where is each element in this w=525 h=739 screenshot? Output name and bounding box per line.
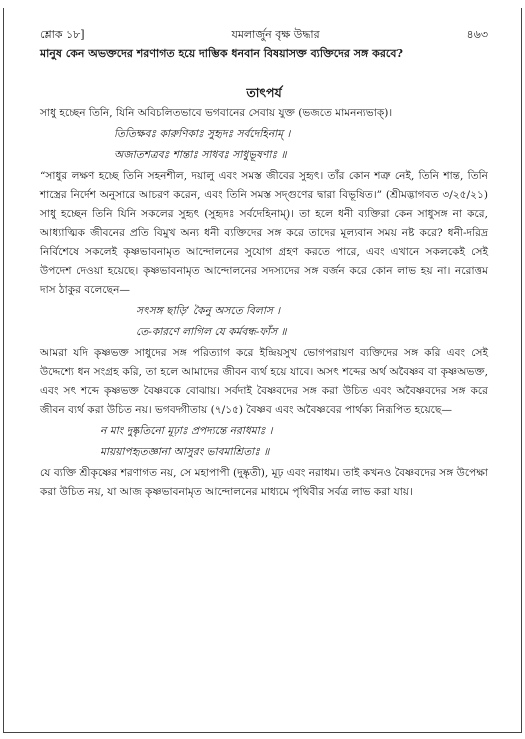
purport-paragraph-4: যে ব্যক্তি শ্রীকৃষ্ণের শরণাগত নয়, সে মহাপাপী (দুষ্কৃতী), মূঢ় এবং নরাধম। তাই কখনও বৈষ্ণবদের সঙ্গ উপেক্ষা করা উচিত নয়, যা আজ কৃষ্ণভাবনামৃত আন্দোলনের মাধ্যমে পৃথিবীর সর্বত্র লাভ করা যায়। [40, 467, 488, 498]
page-border-left [3, 8, 4, 733]
verse-line: মায়য়াপহৃতজ্ঞানা আসুরং ভাবমাশ্রিতাঃ ॥ [100, 446, 270, 458]
running-header [40, 26, 488, 45]
verse-line: তিতিক্ষবঃ কারুণিকাঃ সুহৃদঃ সর্বদেহিনাম্ । [114, 128, 291, 140]
verse-reference: শ্লোক ১৮] [40, 28, 85, 41]
verse-line: অজাতশত্রবঃ শান্তাঃ সাধবঃ সাধুভূষণাঃ ॥ [114, 149, 287, 161]
gita-verse [40, 422, 488, 462]
bengali-verse [40, 302, 488, 342]
page-border-bottom [3, 732, 522, 733]
verse-line: তে-কারণে লাগিল যে কর্মবন্ধ-ফাঁস ॥ [136, 326, 287, 338]
purport-paragraph-1: সাধু হচ্ছেন তিনি, যিনি অবিচলিতভাবে ভগবানের সেবায় যুক্ত (ভজতে মামনন্যভাক্)। [40, 107, 393, 119]
sanskrit-verse-1 [40, 125, 488, 165]
page-border-right [521, 8, 522, 733]
page-content [40, 44, 488, 502]
verse-line: সৎসঙ্গ ছাড়ি’ কৈনু অসতে বিলাস । [136, 305, 281, 317]
chapter-title: যমলার্জুন বৃক্ষ উদ্ধার [231, 28, 320, 41]
purport-paragraph-3: আমরা যদি কৃষ্ণভক্ত সাধুদের সঙ্গ পরিত্যাগ করে ইন্দ্রিয়সুখ ভোগপরায়ণ ব্যক্তিদের সঙ্গ করি এবং সেই উদ্দেশ্যে ধন সংগ্রহ করি, তা হলে আমাদের জীবন ব্যর্থ হয়ে যাবে। অসৎ শব্দের অর্থ অবৈষ্ণব বা কৃষ্ণঅভক্ত, এবং সৎ শব্দে কৃষ্ণভক্ত বৈষ্ণবকে বোঝায়। সর্বদাই বৈষ্ণবদের সঙ্গ করা উচিত এবং অবৈষ্ণবদের সঙ্গ করে জীবন ব্যর্থ করা উচিত নয়। ভগবদ্গীতায় (৭/১৫) বৈষ্ণব এবং অবৈষ্ণবের পার্থক্য নিরূপিত হয়েছে— [40, 347, 488, 416]
verse-line: ন মাং দুষ্কৃতিনো মূঢ়াঃ প্রপদ্যন্তে নরাধমাঃ । [100, 425, 273, 437]
section-title: তাৎপর্য [246, 85, 282, 100]
translation-question: মানুষ কেন অভক্তদের শরণাগত হয়ে দাম্ভিক ধনবান বিষয়াসক্ত ব্যক্তিদের সঙ্গ করবে? [40, 47, 403, 60]
page-number: ৪৬৩ [466, 28, 488, 41]
purport-paragraph-2: “সাধুর লক্ষণ হচ্ছে তিনি সহনশীল, দয়ালু এবং সমস্ত জীবের সুহৃৎ। তাঁর কোন শত্রু নেই, তিনি শান্ত, তিনি শাস্ত্রের নির্দেশ অনুসারে আচরণ করেন, এবং তিনি সমস্ত সদ্গুণের দ্বারা বিভূষিত।” (শ্রীমদ্ভাগবত ৩/২৫/২১) সাধু হচ্ছেন তিনি যিনি সকলের সুহৃৎ (সুহৃদঃ সর্বদেহিনাম্)। তা হলে ধনী ব্যক্তিরা কেন সাধুসঙ্গ না করে, আধ্যাত্মিক জীবনের প্রতি বিমুখ অন্য ধনী ব্যক্তিদের সঙ্গ করে তাদের মূল্যবান সময় নষ্ট করে? ধনী-দরিদ্র নির্বিশেষে সকলেই কৃষ্ণভাবনামৃত আন্দোলনের সুযোগ গ্রহণ করতে পারে, এবং এখানে সকলকেই সেই উপদেশ দেওয়া হয়েছে। কৃষ্ণভাবনামৃত আন্দোলনের সদস্যদের সঙ্গ বর্জন করে কোন লাভ হয় না। নরোত্তম দাস ঠাকুর বলেছেন— [40, 170, 488, 296]
